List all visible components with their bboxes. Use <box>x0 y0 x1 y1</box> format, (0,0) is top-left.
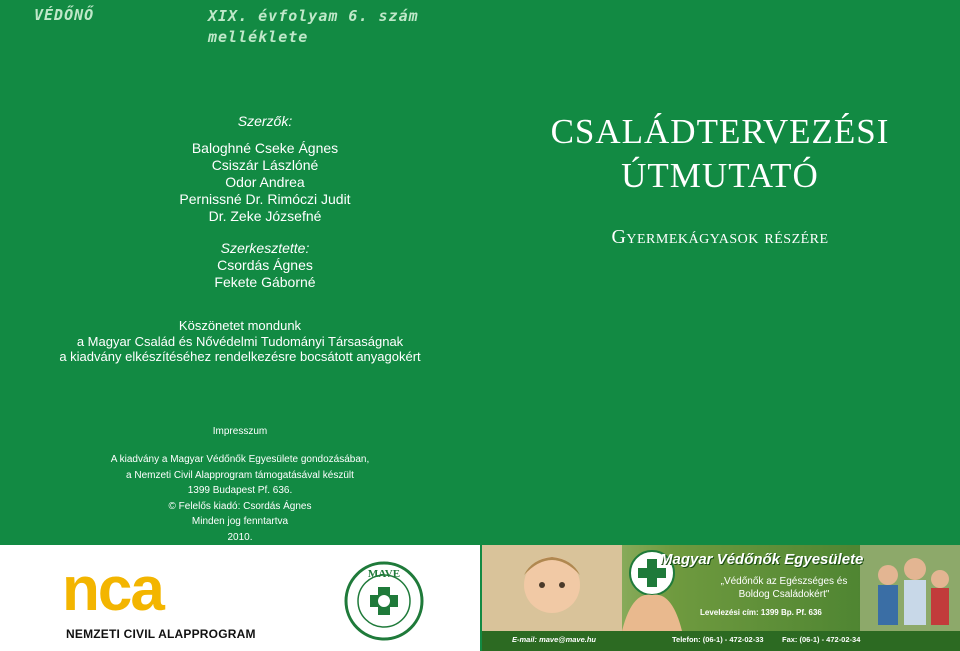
author-name: Pernissné Dr. Rimóczi Judit <box>179 191 351 207</box>
banner-title: Magyar Védőnők Egyesülete <box>660 551 864 568</box>
acknowledgement <box>0 318 480 365</box>
motto-line: Boldog Családokért" <box>738 589 830 600</box>
impressum-line: © Felelős kiadó: Csordás Ágnes <box>168 500 312 512</box>
motto-line: „Védőnők az Egészséges és <box>720 576 848 587</box>
authors-label: Szerzők: <box>237 113 293 129</box>
impressum-body <box>0 452 480 545</box>
impressum-line: 2010. <box>227 531 253 543</box>
mave-banner <box>482 545 960 651</box>
ack-line: a kiadvány elkészítéséhez rendelkezésre bocsátott anyagokért <box>59 349 421 364</box>
author-name: Baloghné Cseke Ágnes <box>191 140 339 156</box>
banner-email: E-mail: mave@mave.hu <box>512 635 597 644</box>
header-issue: XIX. évfolyam 6. szám <box>208 7 419 25</box>
banner-contact-bar <box>482 631 960 651</box>
mave-seal-logo <box>344 561 424 641</box>
editor-name: Csordás Ágnes <box>217 257 313 273</box>
editors-block <box>130 240 400 291</box>
title-line: CSALÁDTERVEZÉSI <box>550 112 890 151</box>
impressum-line: a Nemzeti Civil Alapprogram támogatásával készült <box>126 469 354 481</box>
child-photo <box>482 545 622 631</box>
author-name: Dr. Zeke Józsefné <box>208 208 322 224</box>
ack-line: Köszönetet mondunk <box>178 318 302 333</box>
ack-line: a Magyar Család és Nővédelmi Tudományi Társaságnak <box>76 333 404 349</box>
impressum-line: A kiadvány a Magyar Védőnők Egyesülete gondozásában, <box>110 454 370 465</box>
mave-seal-text: MAVE <box>367 568 401 580</box>
header-left: VÉDŐNŐ <box>34 6 95 24</box>
banner-motto <box>704 575 864 601</box>
family-photo <box>860 545 960 631</box>
banner-mail-address: Levelezési cím: 1399 Bp. Pf. 636 <box>700 608 822 617</box>
author-name: Csiszár Lászlóné <box>211 157 319 173</box>
banner-fax: Fax: (06-1) - 472-02-34 <box>782 635 861 644</box>
impressum-line: 1399 Budapest Pf. 636. <box>187 485 293 496</box>
nca-logo-letters: nca <box>62 555 163 624</box>
logos-panel <box>0 545 480 651</box>
document-subtitle: Gyermekágyasok részére <box>611 226 829 248</box>
impressum-title: Impresszum <box>212 426 268 437</box>
banner-phone: Telefon: (06-1) - 472-02-33 <box>672 635 764 644</box>
editor-name: Fekete Gáborné <box>214 274 316 290</box>
authors-block <box>130 113 400 225</box>
nca-logo-text: NEMZETI CIVIL ALAPPROGRAM <box>66 627 256 641</box>
impressum-line: Minden jog fenntartva <box>191 516 289 527</box>
header-right <box>208 6 419 48</box>
editors-label: Szerkesztette: <box>220 240 310 256</box>
document-title <box>520 110 920 198</box>
author-name: Odor Andrea <box>225 174 305 190</box>
header-supplement: melléklete <box>208 28 309 46</box>
title-line: ÚTMUTATÓ <box>621 156 819 195</box>
